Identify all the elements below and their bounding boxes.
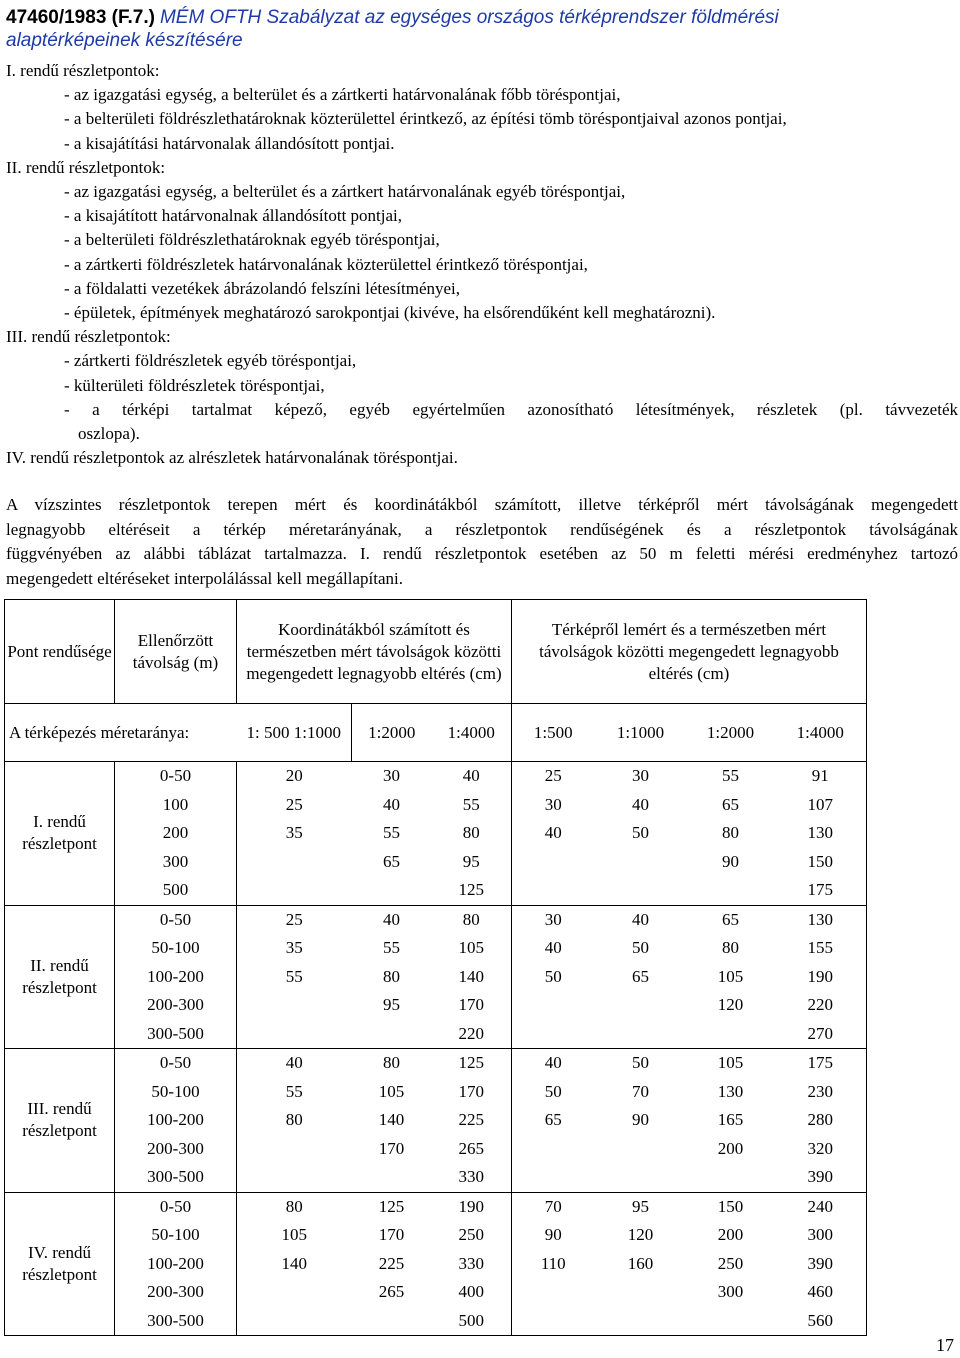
value-cell: 55 [285,1081,303,1101]
value-cell: 320 [775,1135,867,1164]
value-cell: 200 [717,1138,744,1158]
value-cell [595,1163,687,1192]
point-classes-list [6,59,958,470]
value-cell: 35 [285,823,303,842]
value-cell: 560 [775,1307,867,1336]
list-item: - a belterületi földrészlethatároknak közterülettel érintkező, az építési tömb töréspontjaival azonos pontjai, [64,109,787,129]
value-cell: 160 [627,1253,654,1273]
value-cell: 125 [432,876,512,905]
value-cell: 230 [775,1078,867,1107]
value-cell: 170 [378,1225,405,1244]
scale-cell: 1:500 [512,704,595,762]
value-cell: 65 [632,966,649,986]
value-cell: 65 [544,1110,562,1129]
value-cell: 25 [285,794,303,814]
value-cell [512,1278,595,1307]
value-cell [237,1307,352,1336]
value-cell: 35 [285,938,303,957]
row-group-label: II. rendű részletpont [5,905,115,1049]
distance-cell: 200-300 [115,991,237,1020]
table-row [5,1192,867,1221]
distance-cell: 100-200 [115,1250,237,1279]
value-cell [352,1307,432,1336]
value-cell: 80 [722,938,739,957]
table-row [5,1278,867,1307]
value-cell: 150 [717,1196,744,1216]
value-cell: 65 [722,794,739,814]
list-item-continuation: oszlopa). [78,424,140,444]
value-cell [352,1020,432,1049]
value-cell [237,1020,352,1049]
value-cell: 165 [717,1110,744,1129]
value-cell: 55 [383,938,400,957]
value-cell [687,1307,775,1336]
value-cell [595,991,687,1020]
table-row [5,1221,867,1250]
distance-cell: 300-500 [115,1163,237,1192]
list-item: - külterületi földrészletek töréspontjai, [64,375,325,395]
table-row [5,848,867,877]
table-row [5,1163,867,1192]
value-cell [512,991,595,1020]
value-cell: 90 [544,1225,562,1244]
table-row [5,791,867,820]
distance-cell: 200-300 [115,1135,237,1164]
value-cell: 175 [775,1049,867,1078]
value-cell: 170 [432,1078,512,1107]
value-cell: 80 [285,1110,303,1129]
list-item: - a belterületi földrészlethatároknak egyéb töréspontjai, [64,230,440,250]
paragraph-line: megengedett eltéréseket interpolálással kell megállapítani. [6,568,403,588]
section-heading-3: III. rendű részletpontok: [6,327,171,347]
value-cell: 65 [383,851,400,871]
value-cell: 30 [544,909,562,929]
table-row [5,963,867,992]
value-cell: 225 [378,1253,405,1273]
value-cell: 25 [285,909,303,929]
value-cell: 70 [632,1081,649,1101]
distance-cell: 0-50 [115,1049,237,1078]
value-cell: 265 [432,1135,512,1164]
distance-cell: 200 [115,819,237,848]
value-cell: 190 [775,963,867,992]
table-row [5,762,867,791]
value-cell: 50 [632,938,649,957]
value-cell: 80 [432,819,512,848]
table-row [5,905,867,934]
value-cell: 140 [281,1253,307,1273]
row-group-label: IV. rendű részletpont [5,1192,115,1336]
scale-cell: 1:4000 [432,704,512,762]
table-row [5,1307,867,1336]
value-cell: 500 [432,1307,512,1336]
list-item: - zártkerti földrészletek egyéb töréspontjai, [64,351,357,371]
value-cell: 107 [775,791,867,820]
value-cell: 200 [717,1225,744,1244]
value-cell: 390 [775,1163,867,1192]
value-cell: 95 [432,848,512,877]
value-cell [687,1163,775,1192]
table-row [5,1020,867,1049]
value-cell: 90 [632,1110,649,1129]
value-cell: 265 [378,1282,405,1301]
value-cell: 105 [717,1053,744,1072]
value-cell: 220 [775,991,867,1020]
value-cell: 330 [432,1250,512,1279]
value-cell: 40 [632,794,649,814]
table-row [5,819,867,848]
col-header-computed: Koordinátákból számított és természetben mért távolságok közötti megengedett legnagyobb eltérés (cm) [237,600,512,704]
col-header-distance: Ellenőrzött távolság (m) [115,600,237,704]
value-cell: 20 [285,766,303,785]
table-row [5,1135,867,1164]
value-cell: 190 [432,1192,512,1221]
col-header-map: Térképről lemért és a természetben mért távolságok közötti megengedett legnagyobb eltérés (cm) [512,600,867,704]
description-paragraph [6,493,958,591]
value-cell: 155 [775,934,867,963]
value-cell: 400 [432,1278,512,1307]
value-cell: 80 [383,966,400,986]
value-cell: 175 [775,876,867,905]
distance-cell: 500 [115,876,237,905]
list-item: - épületek, építmények meghatározó sarokpontjai (kivéve, ha elsőrendűként kell meghatározni). [64,303,716,323]
value-cell [595,1020,687,1049]
value-cell [687,876,775,905]
value-cell: 80 [432,905,512,934]
header-title-line2: alaptérképeinek készítésére [6,30,243,51]
value-cell: 125 [432,1049,512,1078]
value-cell [237,1163,352,1192]
value-cell: 220 [432,1020,512,1049]
value-cell: 105 [432,934,512,963]
value-cell: 40 [632,909,649,929]
distance-cell: 0-50 [115,1192,237,1221]
page-number: 17 [936,1335,954,1355]
list-item: - a kisajátítási határvonalak állandósított pontjai. [64,133,395,153]
list-item: - a zártkerti földrészletek határvonalának közterülettel érintkező töréspontjai, [64,254,588,274]
value-cell: 120 [717,995,744,1014]
value-cell [352,876,432,905]
value-cell [352,1163,432,1192]
value-cell [512,1135,595,1164]
value-cell [512,848,595,877]
value-cell: 130 [775,819,867,848]
scale-cell: 1:2000 [687,704,775,762]
value-cell: 120 [627,1225,654,1244]
value-cell [237,1135,352,1164]
value-cell: 300 [717,1282,744,1301]
value-cell: 55 [383,823,400,842]
section-heading-4: IV. rendű részletpontok az alrészletek határvonalának töréspontjai. [6,448,458,468]
value-cell: 95 [632,1196,649,1216]
value-cell: 140 [378,1110,405,1129]
value-cell: 40 [383,909,400,929]
value-cell: 80 [383,1053,400,1072]
scale-cell: 1:1000 [595,704,687,762]
value-cell: 95 [383,995,400,1014]
value-cell [595,1278,687,1307]
distance-cell: 50-100 [115,1078,237,1107]
value-cell: 105 [281,1225,307,1244]
scale-label: A térképezés méretaránya: [5,704,237,762]
value-cell: 170 [378,1138,405,1158]
list-item: - a térképi tartalmat képező, egyéb egyértelműen azonosítható létesítmények, részletek (pl. távvezeték [64,399,958,419]
section-heading-1: I. rendű részletpontok: [6,61,160,80]
value-cell: 25 [544,766,562,785]
table-row [5,934,867,963]
value-cell: 80 [722,823,739,842]
value-cell: 225 [432,1106,512,1135]
value-cell: 90 [722,851,739,871]
distance-cell: 100-200 [115,1106,237,1135]
table-row [5,991,867,1020]
value-cell [595,1307,687,1336]
value-cell: 40 [383,794,400,814]
paragraph-line: legnagyobb eltéréseit a térkép méretarányának, a részletpontok rendűségének és a részletpontok távolságának [6,519,958,539]
paragraph-line: A vízszintes részletpontok terepen mért és koordinátákból számított, illetve térképről mért távolságának megengedett [6,495,958,514]
scale-cell: 1:4000 [775,704,867,762]
value-cell: 105 [717,966,744,986]
value-cell: 170 [432,991,512,1020]
value-cell: 125 [378,1196,405,1216]
document-header [6,6,956,52]
distance-cell: 100 [115,791,237,820]
col-header-order: Pont rendűsége [5,600,115,704]
value-cell [595,876,687,905]
scale-cell: 1:2000 [352,704,432,762]
value-cell [687,1020,775,1049]
header-prefix: 47460/1983 (F.7.) [6,7,155,28]
table-row [5,876,867,905]
value-cell: 50 [544,966,562,986]
section-heading-2: II. rendű részletpontok: [6,157,166,177]
value-cell: 130 [775,905,867,934]
value-cell: 390 [775,1250,867,1279]
list-item: - a kisajátított határvonalnak állandósított pontjai, [64,206,403,226]
table-row [5,1106,867,1135]
value-cell [512,1163,595,1192]
value-cell: 240 [775,1192,867,1221]
value-cell: 30 [383,766,400,785]
value-cell: 50 [544,1081,562,1101]
value-cell: 40 [544,938,562,957]
value-cell: 65 [722,909,739,929]
value-cell [595,1135,687,1164]
value-cell: 91 [775,762,867,791]
value-cell: 105 [378,1081,405,1101]
value-cell: 250 [717,1253,744,1273]
value-cell [237,848,352,877]
value-cell: 80 [285,1196,303,1216]
value-cell: 330 [432,1163,512,1192]
scale-cell: 1: 500 1:1000 [237,704,352,762]
table-row [5,1049,867,1078]
table-row [5,1078,867,1107]
value-cell: 30 [632,766,649,785]
distance-cell: 300 [115,848,237,877]
value-cell: 70 [544,1196,562,1216]
value-cell: 300 [775,1221,867,1250]
distance-cell: 200-300 [115,1278,237,1307]
value-cell: 50 [632,823,649,842]
paragraph-line: függvényében az alábbi táblázat tartalmazza. I. rendű részletpontok esetében az 50 m feletti mérési eredményhez tartozó [6,544,958,563]
value-cell: 150 [775,848,867,877]
tolerance-table [4,599,867,1336]
row-group-label: III. rendű részletpont [5,1049,115,1193]
value-cell: 40 [285,1053,303,1072]
value-cell [512,1307,595,1336]
list-item: - a földalatti vezetékek ábrázolandó felszíni létesítményei, [64,278,461,298]
distance-cell: 100-200 [115,963,237,992]
value-cell [512,876,595,905]
row-group-label: I. rendű részletpont [5,762,115,906]
value-cell: 50 [632,1053,649,1072]
value-cell: 270 [775,1020,867,1049]
value-cell [512,1020,595,1049]
table-row [5,1250,867,1279]
value-cell: 40 [544,823,562,842]
value-cell: 460 [775,1278,867,1307]
value-cell: 40 [544,1053,562,1072]
value-cell [595,848,687,877]
value-cell: 140 [432,963,512,992]
value-cell: 110 [540,1253,566,1273]
distance-cell: 0-50 [115,905,237,934]
list-item: - az igazgatási egység, a belterület és a zártkert határvonalának egyéb töréspontjai, [64,182,626,202]
distance-cell: 300-500 [115,1020,237,1049]
value-cell: 40 [432,762,512,791]
value-cell: 55 [722,766,739,785]
value-cell: 250 [432,1221,512,1250]
distance-cell: 300-500 [115,1307,237,1336]
value-cell: 280 [775,1106,867,1135]
distance-cell: 50-100 [115,934,237,963]
distance-cell: 0-50 [115,762,237,791]
header-title-line1: MÉM OFTH Szabályzat az egységes országos térképrendszer földmérési [159,7,779,28]
distance-cell: 50-100 [115,1221,237,1250]
value-cell [237,876,352,905]
value-cell: 130 [717,1081,744,1101]
value-cell: 55 [285,966,303,986]
value-cell: 55 [432,791,512,820]
value-cell [237,1278,352,1307]
value-cell: 30 [544,794,562,814]
list-item: - az igazgatási egység, a belterület és a zártkerti határvonalának főbb töréspontjai, [64,85,621,105]
value-cell [237,991,352,1020]
